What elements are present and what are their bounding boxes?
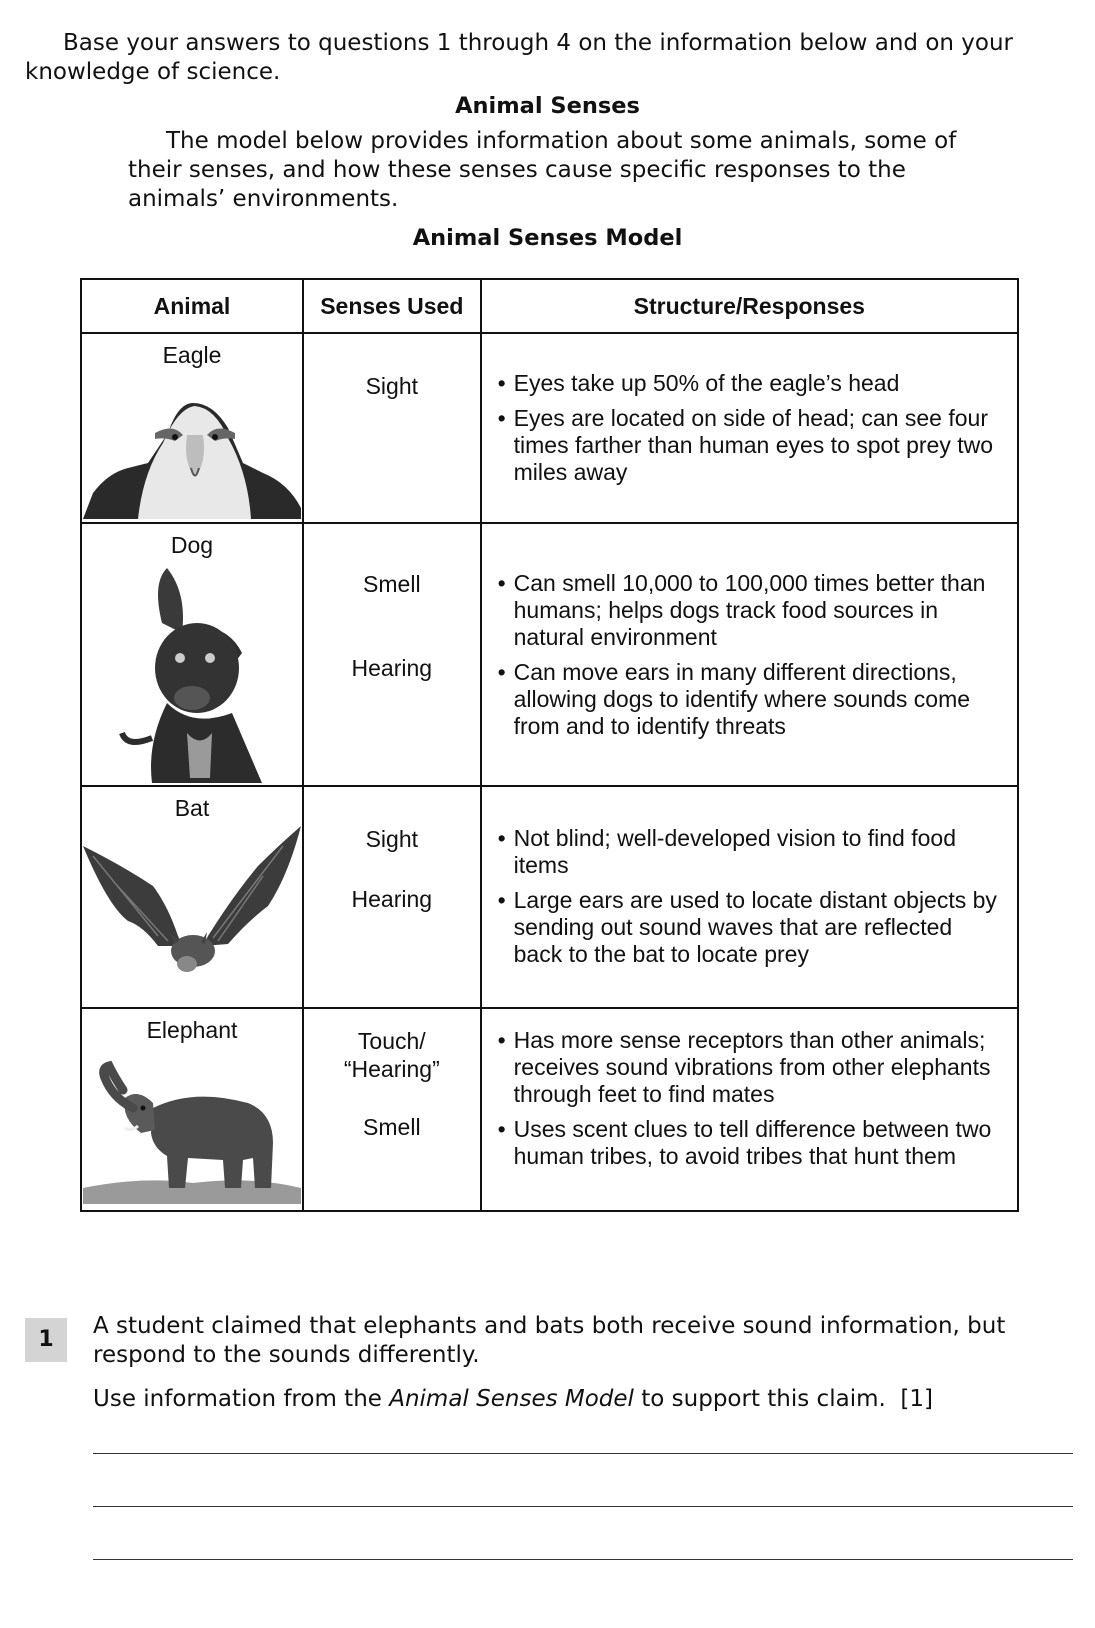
dog-image [92,563,292,783]
senses-cell [303,333,481,523]
intro-text: Base your answers to questions 1 through 4 on the information below and on your knowledge of science. [25,30,1014,85]
table-row-bat [81,786,1018,1008]
response-item: • Eyes are located on side of head; can see four times farther than human eyes to spot prey two miles away [498,405,1007,486]
question-task [93,1385,1023,1414]
table-row-eagle [81,333,1018,523]
response-item: • Can move ears in many different directions, allowing dogs to identify where sounds come from and to identify threats [498,659,1007,740]
answer-line[interactable] [93,1506,1073,1507]
animal-cell [81,786,303,1008]
animal-senses-table [80,278,1019,1212]
header-animal: Animal [81,279,303,333]
table-header-row [81,279,1018,333]
animal-cell [81,1008,303,1211]
animal-cell [81,333,303,523]
bat-image [83,826,301,986]
response-item: • Uses scent clues to tell difference between two human tribes, to avoid tribes that hunt them [498,1116,1007,1170]
sense-label: Touch/ “Hearing” [343,1028,440,1082]
response-item: • Can smell 10,000 to 100,000 times better than humans; helps dogs track food sources in natural environment [498,570,1007,651]
sense-label: Hearing [351,886,433,912]
responses-cell [481,333,1018,523]
animal-name: Elephant [146,1017,238,1043]
header-senses: Senses Used [303,279,481,333]
header-responses: Structure/Responses [481,279,1018,333]
animal-cell [81,523,303,786]
sense-label: Sight [365,826,419,852]
sense-label: Smell [363,571,421,597]
response-item: • Has more sense receptors than other animals; receives sound vibrations from other elephants through feet to find mates [498,1027,1007,1108]
task-italic: Animal Senses Model [389,1386,634,1412]
response-item: • Large ears are used to locate distant objects by sending out sound waves that are reflected back to the bat to locate prey [498,887,1007,968]
responses-cell [481,523,1018,786]
response-item: • Eyes take up 50% of the eagle’s head [498,370,1007,397]
table-row-elephant [81,1008,1018,1211]
responses-cell [481,786,1018,1008]
sense-label: Hearing [351,655,433,681]
sense-label: Smell [363,1114,421,1140]
senses-cell [303,523,481,786]
eagle-image [83,373,301,519]
sense-label: Sight [365,373,419,399]
question-text: A student claimed that elephants and bats both receive sound information, but respond to the sounds differently. [93,1313,1006,1368]
animal-name: Eagle [162,342,222,368]
model-title: Animal Senses Model [412,225,683,251]
table-row-dog [81,523,1018,786]
senses-cell [303,786,481,1008]
animal-name: Dog [170,532,214,558]
model-description: The model below provides information about some animals, some of their senses, and how these senses cause specific responses to the animals’ environments. [128,128,957,212]
senses-cell [303,1008,481,1211]
answer-line[interactable] [93,1559,1073,1560]
section-title: Animal Senses [455,93,640,119]
elephant-image [83,1048,301,1204]
responses-cell [481,1008,1018,1211]
animal-name: Bat [174,795,210,821]
task-prefix: Use information from the [93,1386,390,1412]
question-number: 1 [25,1318,67,1362]
response-item: • Not blind; well-developed vision to find food items [498,825,1007,879]
task-suffix: to support this claim. [633,1386,886,1412]
answer-line[interactable] [93,1453,1073,1454]
credit-label: [1] [900,1386,934,1412]
